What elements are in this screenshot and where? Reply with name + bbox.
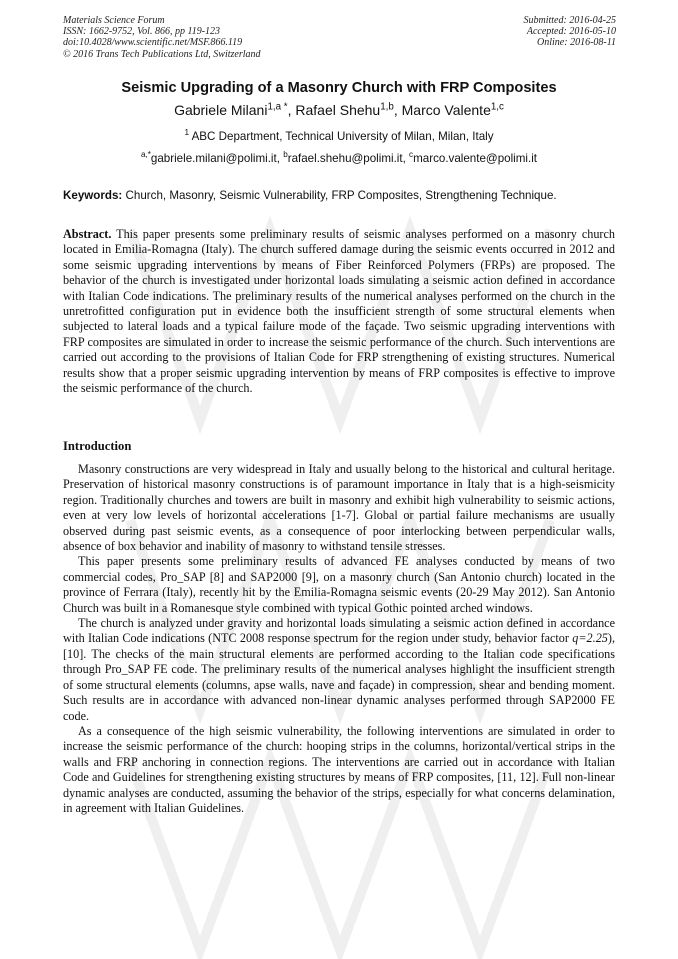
paragraph: Masonry constructions are very widespread in Italy and usually belong to the historical and cultural heritage. Preservation of historical masonry constructions is of paramount importance in Italy that is a high-seismicity region. Traditionally churches and towers are built in masonry and exhibit high vulnerability to seismic actions, even at very low levels of horizontal accelerations [1-7]. Global or partial failure mechanisms are usually observed during past seismic events, as a consequence of poor interlocking between perpendicular walls, absence of box behavior and inability of masonry to withstand tensile stresses.: [63, 462, 615, 554]
author-marker: 1,a *: [267, 101, 288, 113]
email-link[interactable]: marco.valente@polimi.it: [413, 152, 537, 165]
affiliation: [0, 130, 678, 143]
paragraph-text: The church is analyzed under gravity and horizontal loads simulating a seismic action defined in accordance with Italian Code indications (NTC 2008 response spectrum for the region under study, behavior factor: [63, 616, 615, 646]
abstract-label: Abstract.: [63, 227, 112, 241]
paragraph: As a consequence of the high seismic vulnerability, the following interventions are simulated in order to increase the seismic performance of the church: hooping strips in the columns, horizontal/vertical strips in the walls and FRP anchoring in connection regions. The interventions are carried out in accordance with Italian Code and Guidelines for strengthening existing structures by means of FRP composites, [11, 12]. Full non-linear dynamic analyses are conducted, assuming the behavior of the strips, especially for what concerns delamination, in agreement with Italian Guidelines.: [63, 723, 615, 815]
author-emails: [0, 152, 678, 165]
email-link[interactable]: rafael.shehu@polimi.it,: [287, 152, 406, 165]
keywords-label: Keywords:: [63, 189, 123, 202]
paper-title: Seismic Upgrading of a Masonry Church with FRP Composites: [121, 80, 557, 96]
paragraph: [63, 616, 615, 724]
abstract: [63, 227, 615, 396]
email-marker: c: [409, 150, 414, 160]
doi-line: doi:10.4028/www.scientific.net/MSF.866.119: [63, 37, 243, 49]
section-heading: Introduction: [63, 439, 132, 453]
email-marker: b: [283, 150, 288, 160]
affiliation-marker: 1: [184, 128, 189, 138]
journal-info: [63, 15, 261, 60]
abstract-text: This paper presents some preliminary results of seismic analyses performed on a masonry church located in Emilia-Romagna (Italy). The church suffered damage during the seismic events occurred in 2012 and some seismic upgrading interventions by means of Fiber Reinforced Polymers (FRPs) are proposed. The behavior of the church is investigated under horizontal loads simulating a seismic action defined in accordance with Italian Code indications. The preliminary results of the numerical analyses performed on the church in the unretrofitted configuration put in evidence both the insufficient strength of some structural elements when subjected to lateral loads and a typical failure mode of the façade. Two seismic upgrading interventions with FRP composites are simulated in order to increase the seismic performance of the church. Such interventions are carried out according to the provisions of Italian Code for FRP strengthening of existing structures. Numerical results show that a proper seismic upgrading intervention by means of FRP composites is effective to improve the seismic performance of the church.: [63, 227, 615, 396]
paragraph: This paper presents some preliminary results of advanced FE analyses conducted by means of two commercial codes, Pro_SAP [8] and SAP2000 [9], on a masonry church (San Antonio church) located in the province of Ferrara (Italy), recently hit by the Emilia-Romagna seismic events (20-29 May 2012). San Antonio Church was built in a Romanesque style combined with typical Gothic pointed arched windows.: [63, 554, 615, 615]
email-link[interactable]: gabriele.milani@polimi.it,: [150, 152, 280, 165]
author-marker: 1,b: [380, 101, 394, 113]
paragraph-text: ), [10]. The checks of the main structural elements are performed according to the Italian code specifications through Pro_SAP FE code. The preliminary results of the numerical analyses highlight the insufficient strength of some structural elements (columns, apse walls, nave and façade) in compression, shear and bending moment. Such results are in accordance with advanced non-linear dynamic analyses performed through SAP2000 FE code.: [63, 631, 615, 723]
behavior-factor: q=2.25: [572, 631, 608, 646]
author-marker: 1,c: [490, 101, 504, 113]
copyright-line: © 2016 Trans Tech Publications Ltd, Switzerland: [63, 48, 261, 60]
author-name: Marco Valente: [401, 102, 491, 118]
journal-name: Materials Science Forum: [63, 15, 165, 26]
issn-line: ISSN: 1662-9752, Vol. 866, pp 119-123: [63, 26, 221, 38]
email-marker: a,*: [140, 150, 151, 160]
affiliation-text: ABC Department, Technical University of Milan, Milan, Italy: [191, 130, 494, 143]
accepted-date: Accepted: 2016-05-10: [526, 26, 616, 38]
introduction-body: [63, 462, 615, 816]
keywords-text: Church, Masonry, Seismic Vulnerability, FRP Composites, Strengthening Technique.: [125, 189, 557, 202]
submitted-date: Submitted: 2016-04-25: [523, 15, 616, 26]
author-name: Gabriele Milani: [174, 102, 268, 118]
submission-dates: [524, 15, 617, 49]
author-list: Gabriele Milani$^{1,a *}$, Rafael Shehu$^{1,b}$, Marco Valente$^{1,c}$: [174, 101, 504, 118]
author-name: Rafael Shehu: [295, 102, 381, 118]
online-date: Online: 2016-08-11: [537, 37, 616, 49]
keywords: [63, 189, 615, 202]
